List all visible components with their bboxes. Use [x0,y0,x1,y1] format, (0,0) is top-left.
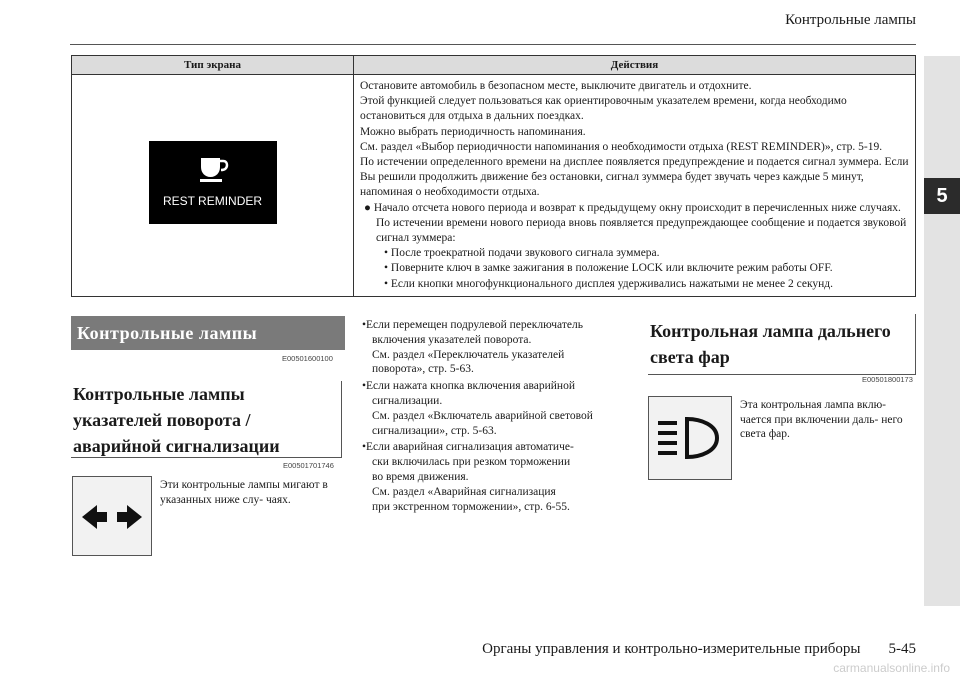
list-line: См. раздел «Аварийная сигнализация [372,485,556,498]
header-divider [70,44,916,45]
list-line: включения указателей поворота. [372,333,532,346]
list-item [360,318,630,377]
turn-signal-code: E00501701746 [283,461,334,470]
high-beam-heading [648,314,916,375]
list-item [360,379,630,438]
action-cell [354,75,916,297]
column-header-screen: Тип экрана [72,56,354,75]
list-line: •Если перемещен подрулевой переключатель [362,319,583,331]
high-beam-description: Эта контрольная лампа вклю- чается при включении даль- него света фар. [740,399,903,440]
section-code: E00501600100 [282,354,333,363]
page-footer [482,641,916,658]
watermark: carmanualsonline.info [833,661,950,675]
rest-reminder-table [71,55,916,297]
heading-line: Контрольные лампы [73,384,245,404]
action-sub-item: • Поверните ключ в замке зажигания в положение LOCK или включите режим работы OFF. [384,262,833,275]
action-sub-item: • После троекратной подачи звукового сигнала зуммера. [384,247,660,260]
turn-signal-icon-frame [72,476,152,556]
screen-cell [72,75,354,297]
list-line: сигнализации. [372,394,443,407]
heading-line: Контрольная лампа дальнего [650,321,891,341]
high-beam-icon [649,397,731,479]
section-title-bar [71,316,345,350]
list-line: сигнализации», стр. 5-63. [372,424,497,437]
list-line: во время движения. [372,470,469,483]
section-title: Контрольные лампы [77,323,258,343]
list-line: См. раздел «Включатель аварийной световой [372,409,593,422]
action-bullet [360,201,909,247]
action-sub-item: • Если кнопки многофункционального дисплея удерживались нажатыми не менее 2 секунд. [384,277,833,290]
list-item [360,440,630,514]
action-line-2: Этой функцией следует пользоваться как ориентировочным указателем времени, когда необходимо остановиться для отдыха в дальних поездках. [360,95,847,123]
action-line-5: По истечении определенного времени на дисплее появляется предупреждение и подается сигнал зуммера. Если Вы решили продолжить движение без остановки, сигнал зуммера будет звучать через каждые 5 минут, напоминая о необходимости отдыха. [360,156,909,199]
turn-signal-heading [71,381,342,458]
list-line: См. раздел «Переключатель указателей [372,348,565,361]
action-line-3: Можно выбрать периодичность напоминания. [360,125,586,138]
footer-chapter: Органы управления и контрольно-измерительные приборы [482,641,861,657]
coffee-cup-icon [199,155,229,183]
turn-signal-cases-list [360,318,630,516]
column-header-action: Действия [354,56,916,75]
chapter-side-tab [924,56,960,606]
action-line-4: См. раздел «Выбор периодичности напоминания о необходимости отдыха (REST REMINDER)», стр. 5-19. [360,140,883,153]
heading-line: света фар [650,347,730,367]
list-line: ски включилась при резком торможении [372,456,571,469]
high-beam-icon-frame [648,396,732,480]
page-number: 5-45 [888,641,916,657]
bullet-dot-icon: ● [364,201,374,214]
list-line: при экстренном торможении», стр. 6-55. [372,500,570,513]
high-beam-code: E00501800173 [862,375,913,384]
page-header-title: Контрольные лампы [785,12,916,28]
action-bullet-text: Начало отсчета нового периода и возврат к предыдущему окну происходит в перечисленных ниже случаях. По истечении времени нового периода вновь появляется предупреждающее сообщение и подается звуковой сигнал зуммера: [373,201,907,245]
rest-reminder-screen [149,141,277,224]
turn-signal-arrows-icon [73,477,151,555]
rest-reminder-label: REST REMINDER [162,194,263,209]
list-line: •Если аварийная сигнализация автоматиче- [362,441,574,454]
list-line: поворота», стр. 5-63. [372,363,474,376]
heading-line: указателей поворота / [73,410,251,430]
heading-line: аварийной сигнализации [73,436,280,456]
chapter-number: 5 [924,178,960,214]
action-line-1: Остановите автомобиль в безопасном месте, выключите двигатель и отдохните. [360,80,752,92]
list-line: •Если нажата кнопка включения аварийной [362,380,575,393]
turn-signal-description: Эти контрольные лампы мигают в указанных ниже слу- чаях. [160,479,328,506]
